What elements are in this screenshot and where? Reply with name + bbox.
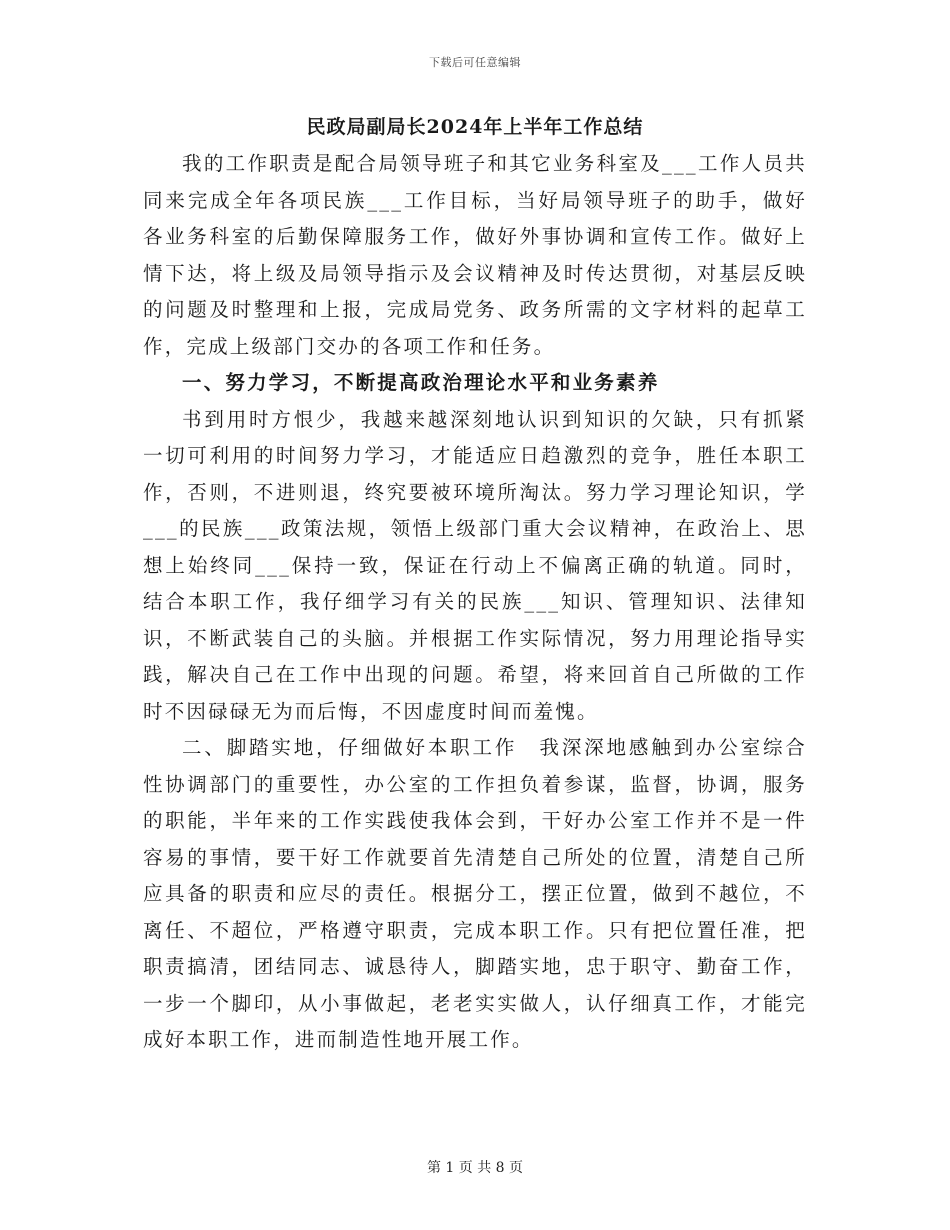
section-1-paragraph: 书到用时方恨少，我越来越深刻地认识到知识的欠缺，只有抓紧一切可利用的时间努力学习，才能适应日趋激烈的竞争，胜任本职工作，否则，不进则退，终究要被环境所淘汰。努力学习理论知识，学___的民族___政策法规，领悟上级部门重大会议精神，在政治上、思想上始终同___保持一致，保证在行动上不偏离正确的轨道。同时，结合本职工作，我仔细学习有关的民族___知识、管理知识、法律知识，不断武装自己的头脑。并根据工作实际情况，努力用理论指导实践，解决自己在工作中出现的问题。希望，将来回首自己所做的工作时不因碌碌无为而后悔，不因虚度时间而羞愧。 [143, 407, 807, 723]
section-heading-1: 一、努力学习，不断提高政治理论水平和业务素养 [182, 371, 660, 394]
section-2-paragraph: 二、脚踏实地，仔细做好本职工作 我深深地感触到办公室综合性协调部门的重要性，办公室的工作担负着参谋，监督，协调，服务的职能，半年来的工作实践使我体会到，干好办公室工作并不是一件容易的事情，要干好工作就要首先清楚自己所处的位置，清楚自己所应具备的职责和应尽的责任。根据分工，摆正位置，做到不越位，不离任、不超位，严格遵守职责，完成本职工作。只有把位置任准，把职责搞清，团结同志、诚恳待人，脚踏实地，忠于职守、勤奋工作，一步一个脚印，从小事做起，老老实实做人，认仔细真工作，才能完成好本职工作，进而制造性地开展工作。 [143, 736, 807, 1051]
document-title: 民政局副局长2024年上半年工作总结 [306, 116, 644, 138]
document-body [143, 146, 807, 1059]
page-number: 第 1 页 共 8 页 [426, 1160, 524, 1176]
intro-paragraph: 我的工作职责是配合局领导班子和其它业务科室及___工作人员共同来完成全年各项民族___工作目标，当好局领导班子的助手，做好各业务科室的后勤保障服务工作，做好外事协调和宣传工作。做好上情下达，将上级及局领导指示及会议精神及时传达贯彻，对基层反映的问题及时整理和上报，完成局党务、政务所需的文字材料的起草工作，完成上级部门交办的各项工作和任务。 [143, 152, 807, 358]
header-note: 下载后可任意编辑 [429, 56, 521, 69]
